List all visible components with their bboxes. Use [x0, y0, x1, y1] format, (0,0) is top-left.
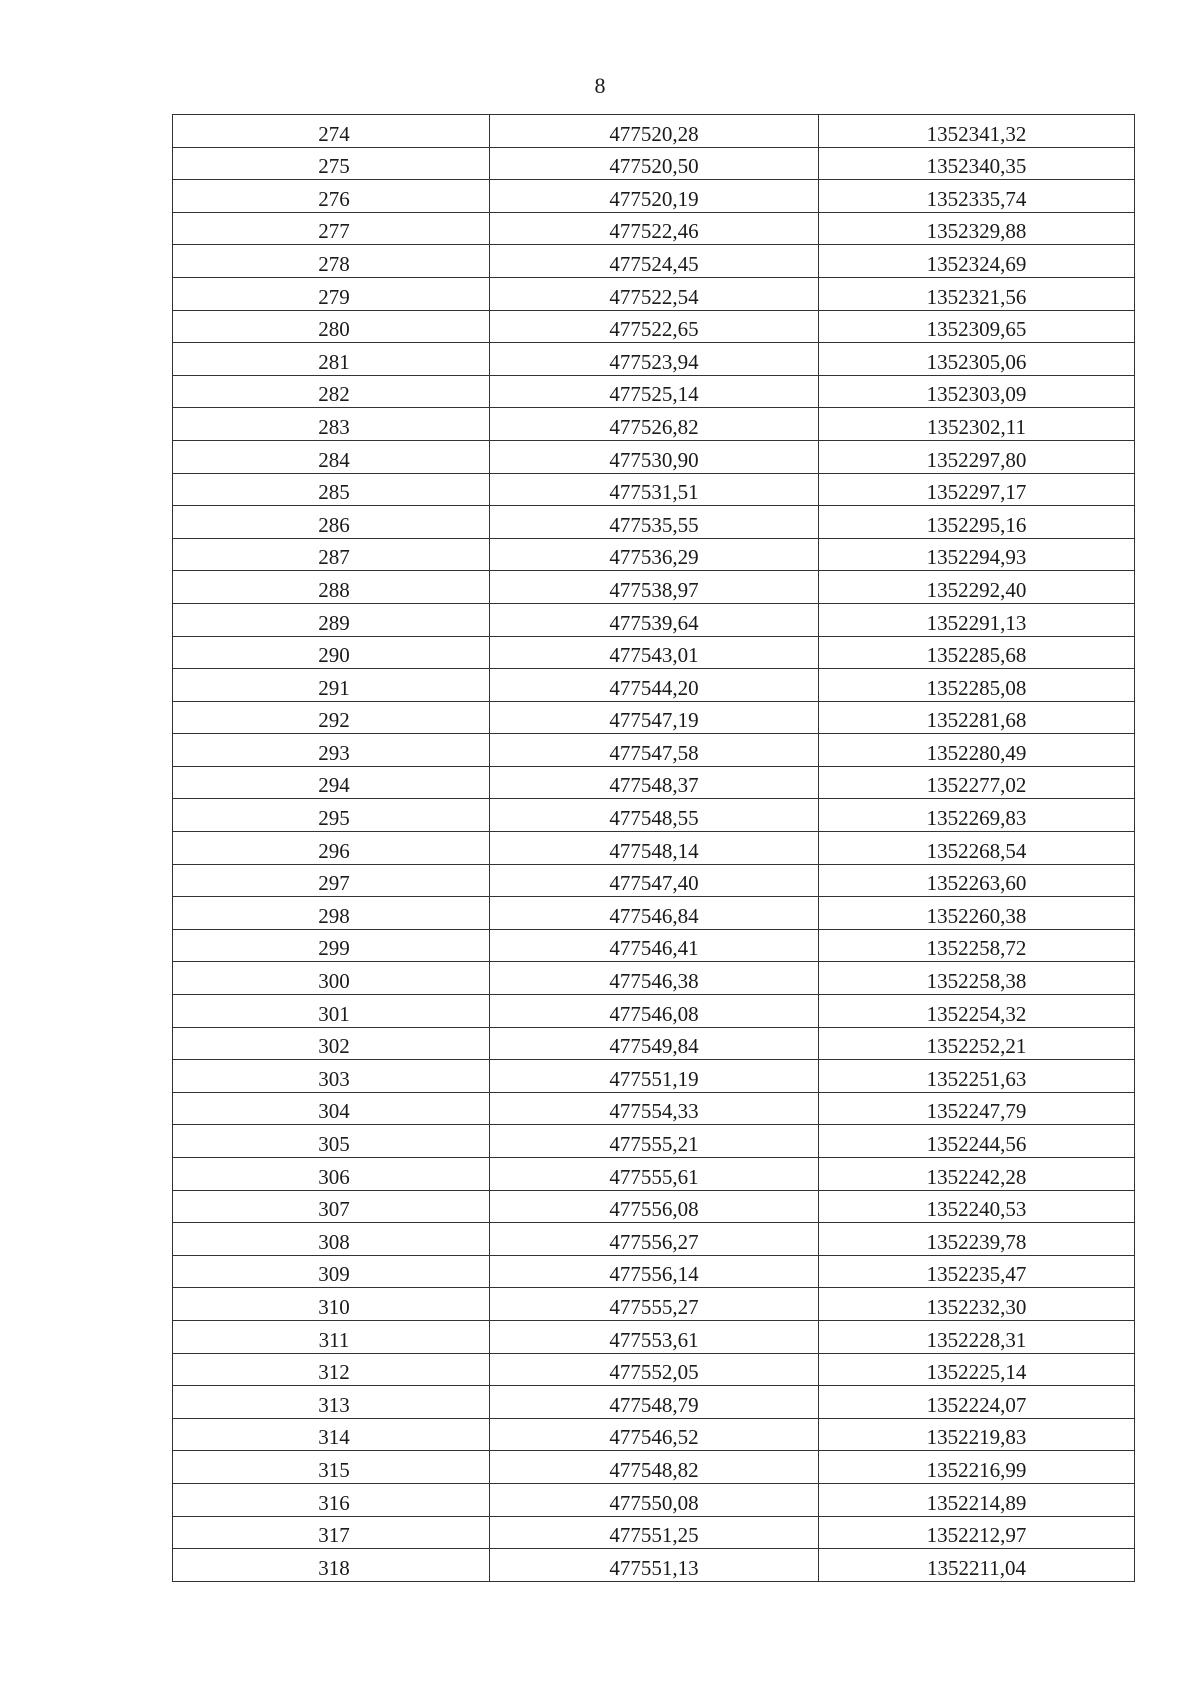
x-coordinate-cell: 477523,94: [490, 343, 819, 376]
x-coordinate-cell: 477548,55: [490, 799, 819, 832]
table-row: [173, 962, 1135, 995]
y-coordinate-cell: 1352281,68: [819, 701, 1135, 734]
point-number-cell: 281: [173, 343, 490, 376]
y-coordinate-cell: 1352244,56: [819, 1125, 1135, 1158]
table-row: [173, 375, 1135, 408]
y-coordinate-cell: 1352252,21: [819, 1027, 1135, 1060]
table-row: [173, 1516, 1135, 1549]
x-coordinate-cell: 477551,13: [490, 1549, 819, 1582]
y-coordinate-cell: 1352235,47: [819, 1255, 1135, 1288]
x-coordinate-cell: 477551,25: [490, 1516, 819, 1549]
x-coordinate-cell: 477550,08: [490, 1483, 819, 1516]
x-coordinate-cell: 477555,61: [490, 1158, 819, 1191]
table-row: [173, 734, 1135, 767]
y-coordinate-cell: 1352228,31: [819, 1320, 1135, 1353]
y-coordinate-cell: 1352285,68: [819, 636, 1135, 669]
point-number-cell: 313: [173, 1386, 490, 1419]
y-coordinate-cell: 1352324,69: [819, 245, 1135, 278]
y-coordinate-cell: 1352242,28: [819, 1158, 1135, 1191]
table-row: [173, 799, 1135, 832]
point-number-cell: 303: [173, 1060, 490, 1093]
x-coordinate-cell: 477522,54: [490, 277, 819, 310]
x-coordinate-cell: 477522,46: [490, 212, 819, 245]
x-coordinate-cell: 477553,61: [490, 1320, 819, 1353]
y-coordinate-cell: 1352295,16: [819, 506, 1135, 539]
y-coordinate-cell: 1352258,72: [819, 929, 1135, 962]
y-coordinate-cell: 1352239,78: [819, 1223, 1135, 1256]
x-coordinate-cell: 477551,19: [490, 1060, 819, 1093]
table-row: [173, 1288, 1135, 1321]
y-coordinate-cell: 1352309,65: [819, 310, 1135, 343]
y-coordinate-cell: 1352335,74: [819, 180, 1135, 213]
x-coordinate-cell: 477539,64: [490, 603, 819, 636]
y-coordinate-cell: 1352294,93: [819, 538, 1135, 571]
x-coordinate-cell: 477556,08: [490, 1190, 819, 1223]
point-number-cell: 278: [173, 245, 490, 278]
table-row: [173, 571, 1135, 604]
x-coordinate-cell: 477536,29: [490, 538, 819, 571]
table-row: [173, 1190, 1135, 1223]
point-number-cell: 286: [173, 506, 490, 539]
table-row: [173, 897, 1135, 930]
point-number-cell: 316: [173, 1483, 490, 1516]
table-row: [173, 1320, 1135, 1353]
y-coordinate-cell: 1352225,14: [819, 1353, 1135, 1386]
x-coordinate-cell: 477546,84: [490, 897, 819, 930]
y-coordinate-cell: 1352219,83: [819, 1418, 1135, 1451]
table-row: [173, 766, 1135, 799]
y-coordinate-cell: 1352212,97: [819, 1516, 1135, 1549]
point-number-cell: 307: [173, 1190, 490, 1223]
point-number-cell: 292: [173, 701, 490, 734]
table-row: [173, 1483, 1135, 1516]
y-coordinate-cell: 1352305,06: [819, 343, 1135, 376]
table-row: [173, 1418, 1135, 1451]
point-number-cell: 275: [173, 147, 490, 180]
table-row: [173, 1027, 1135, 1060]
x-coordinate-cell: 477526,82: [490, 408, 819, 441]
table-row: [173, 995, 1135, 1028]
x-coordinate-cell: 477554,33: [490, 1092, 819, 1125]
table-row: [173, 538, 1135, 571]
table-row: [173, 603, 1135, 636]
point-number-cell: 282: [173, 375, 490, 408]
y-coordinate-cell: 1352258,38: [819, 962, 1135, 995]
point-number-cell: 299: [173, 929, 490, 962]
point-number-cell: 285: [173, 473, 490, 506]
coordinates-table: [172, 114, 1135, 1582]
point-number-cell: 315: [173, 1451, 490, 1484]
y-coordinate-cell: 1352285,08: [819, 669, 1135, 702]
point-number-cell: 277: [173, 212, 490, 245]
table-row: [173, 277, 1135, 310]
x-coordinate-cell: 477547,40: [490, 864, 819, 897]
table-row: [173, 180, 1135, 213]
y-coordinate-cell: 1352211,04: [819, 1549, 1135, 1582]
x-coordinate-cell: 477555,27: [490, 1288, 819, 1321]
y-coordinate-cell: 1352321,56: [819, 277, 1135, 310]
x-coordinate-cell: 477520,19: [490, 180, 819, 213]
x-coordinate-cell: 477556,14: [490, 1255, 819, 1288]
point-number-cell: 284: [173, 440, 490, 473]
table-row: [173, 343, 1135, 376]
y-coordinate-cell: 1352224,07: [819, 1386, 1135, 1419]
x-coordinate-cell: 477549,84: [490, 1027, 819, 1060]
y-coordinate-cell: 1352216,99: [819, 1451, 1135, 1484]
x-coordinate-cell: 477520,50: [490, 147, 819, 180]
x-coordinate-cell: 477522,65: [490, 310, 819, 343]
y-coordinate-cell: 1352214,89: [819, 1483, 1135, 1516]
table-row: [173, 115, 1135, 148]
point-number-cell: 304: [173, 1092, 490, 1125]
table-row: [173, 864, 1135, 897]
point-number-cell: 290: [173, 636, 490, 669]
x-coordinate-cell: 477547,58: [490, 734, 819, 767]
point-number-cell: 293: [173, 734, 490, 767]
y-coordinate-cell: 1352280,49: [819, 734, 1135, 767]
page-number: 8: [594, 73, 606, 98]
point-number-cell: 298: [173, 897, 490, 930]
point-number-cell: 302: [173, 1027, 490, 1060]
table-row: [173, 1158, 1135, 1191]
point-number-cell: 291: [173, 669, 490, 702]
y-coordinate-cell: 1352263,60: [819, 864, 1135, 897]
table-row: [173, 147, 1135, 180]
table-row: [173, 1451, 1135, 1484]
point-number-cell: 312: [173, 1353, 490, 1386]
y-coordinate-cell: 1352240,53: [819, 1190, 1135, 1223]
x-coordinate-cell: 477556,27: [490, 1223, 819, 1256]
point-number-cell: 287: [173, 538, 490, 571]
table-row: [173, 1060, 1135, 1093]
x-coordinate-cell: 477535,55: [490, 506, 819, 539]
x-coordinate-cell: 477546,38: [490, 962, 819, 995]
y-coordinate-cell: 1352329,88: [819, 212, 1135, 245]
y-coordinate-cell: 1352254,32: [819, 995, 1135, 1028]
coordinates-table-body: [173, 115, 1135, 1582]
x-coordinate-cell: 477525,14: [490, 375, 819, 408]
table-row: [173, 212, 1135, 245]
table-row: [173, 1386, 1135, 1419]
y-coordinate-cell: 1352269,83: [819, 799, 1135, 832]
point-number-cell: 318: [173, 1549, 490, 1582]
y-coordinate-cell: 1352232,30: [819, 1288, 1135, 1321]
point-number-cell: 314: [173, 1418, 490, 1451]
x-coordinate-cell: 477546,08: [490, 995, 819, 1028]
point-number-cell: 295: [173, 799, 490, 832]
table-row: [173, 310, 1135, 343]
x-coordinate-cell: 477544,20: [490, 669, 819, 702]
point-number-cell: 300: [173, 962, 490, 995]
y-coordinate-cell: 1352340,35: [819, 147, 1135, 180]
table-row: [173, 408, 1135, 441]
table-row: [173, 1223, 1135, 1256]
table-row: [173, 440, 1135, 473]
point-number-cell: 297: [173, 864, 490, 897]
x-coordinate-cell: 477548,79: [490, 1386, 819, 1419]
y-coordinate-cell: 1352292,40: [819, 571, 1135, 604]
table-row: [173, 1092, 1135, 1125]
table-row: [173, 669, 1135, 702]
point-number-cell: 296: [173, 832, 490, 865]
x-coordinate-cell: 477548,37: [490, 766, 819, 799]
y-coordinate-cell: 1352302,11: [819, 408, 1135, 441]
point-number-cell: 289: [173, 603, 490, 636]
table-row: [173, 1255, 1135, 1288]
table-row: [173, 506, 1135, 539]
point-number-cell: 305: [173, 1125, 490, 1158]
table-row: [173, 701, 1135, 734]
table-row: [173, 929, 1135, 962]
table-row: [173, 636, 1135, 669]
x-coordinate-cell: 477547,19: [490, 701, 819, 734]
x-coordinate-cell: 477538,97: [490, 571, 819, 604]
table-row: [173, 1125, 1135, 1158]
x-coordinate-cell: 477546,52: [490, 1418, 819, 1451]
y-coordinate-cell: 1352277,02: [819, 766, 1135, 799]
point-number-cell: 311: [173, 1320, 490, 1353]
x-coordinate-cell: 477524,45: [490, 245, 819, 278]
point-number-cell: 288: [173, 571, 490, 604]
y-coordinate-cell: 1352260,38: [819, 897, 1135, 930]
x-coordinate-cell: 477531,51: [490, 473, 819, 506]
y-coordinate-cell: 1352291,13: [819, 603, 1135, 636]
x-coordinate-cell: 477543,01: [490, 636, 819, 669]
point-number-cell: 308: [173, 1223, 490, 1256]
y-coordinate-cell: 1352297,80: [819, 440, 1135, 473]
point-number-cell: 276: [173, 180, 490, 213]
y-coordinate-cell: 1352303,09: [819, 375, 1135, 408]
x-coordinate-cell: 477548,82: [490, 1451, 819, 1484]
point-number-cell: 301: [173, 995, 490, 1028]
point-number-cell: 309: [173, 1255, 490, 1288]
y-coordinate-cell: 1352251,63: [819, 1060, 1135, 1093]
point-number-cell: 279: [173, 277, 490, 310]
x-coordinate-cell: 477552,05: [490, 1353, 819, 1386]
x-coordinate-cell: 477546,41: [490, 929, 819, 962]
table-row: [173, 1353, 1135, 1386]
y-coordinate-cell: 1352297,17: [819, 473, 1135, 506]
y-coordinate-cell: 1352268,54: [819, 832, 1135, 865]
point-number-cell: 294: [173, 766, 490, 799]
x-coordinate-cell: 477555,21: [490, 1125, 819, 1158]
x-coordinate-cell: 477520,28: [490, 115, 819, 148]
y-coordinate-cell: 1352247,79: [819, 1092, 1135, 1125]
x-coordinate-cell: 477548,14: [490, 832, 819, 865]
y-coordinate-cell: 1352341,32: [819, 115, 1135, 148]
point-number-cell: 317: [173, 1516, 490, 1549]
point-number-cell: 280: [173, 310, 490, 343]
point-number-cell: 306: [173, 1158, 490, 1191]
point-number-cell: 310: [173, 1288, 490, 1321]
x-coordinate-cell: 477530,90: [490, 440, 819, 473]
point-number-cell: 283: [173, 408, 490, 441]
table-row: [173, 832, 1135, 865]
point-number-cell: 274: [173, 115, 490, 148]
table-row: [173, 473, 1135, 506]
table-row: [173, 245, 1135, 278]
table-row: [173, 1549, 1135, 1582]
